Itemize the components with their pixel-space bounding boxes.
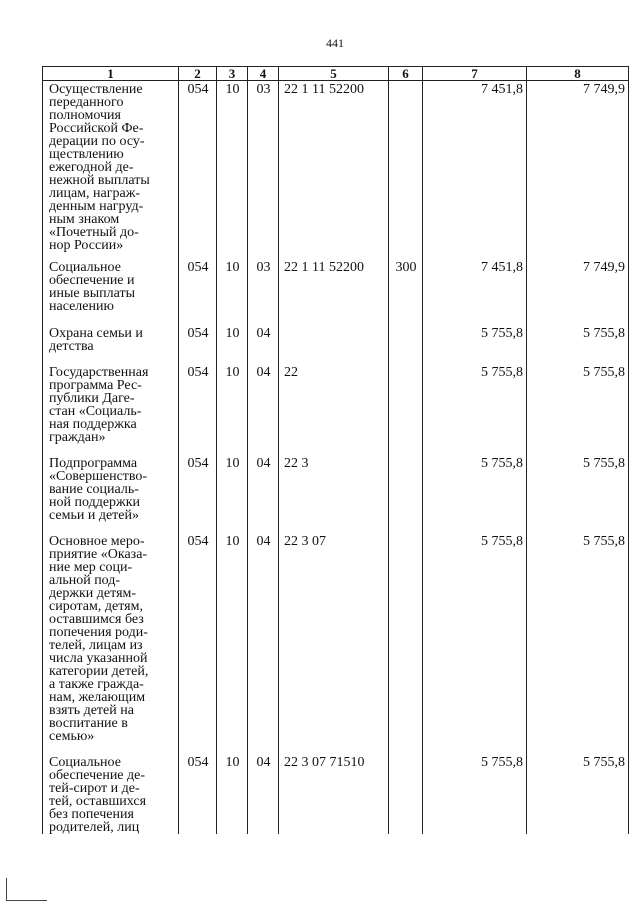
row-amount-col-8: 5 755,8 xyxy=(527,535,629,756)
row-ministry-code: 054 xyxy=(179,366,217,457)
row-section-code: 10 xyxy=(217,327,248,366)
row-subsection-code: 04 xyxy=(248,366,279,457)
row-expense-type xyxy=(389,535,423,756)
row-section-code: 10 xyxy=(217,261,248,327)
row-name: Охрана семьи и детства xyxy=(43,327,179,366)
row-amount-col-8: 7 749,9 xyxy=(527,261,629,327)
scan-corner-mark xyxy=(6,878,47,901)
row-target-code: 22 3 xyxy=(279,457,389,535)
header-col-6: 6 xyxy=(389,67,423,81)
header-col-7: 7 xyxy=(423,67,527,81)
row-target-code: 22 1 11 52200 xyxy=(279,81,389,262)
page-number: 441 xyxy=(326,36,344,50)
row-target-code: 22 3 07 xyxy=(279,535,389,756)
row-section-code: 10 xyxy=(217,457,248,535)
header-col-1: 1 xyxy=(43,67,179,81)
header-col-8: 8 xyxy=(527,67,629,81)
row-expense-type: 300 xyxy=(389,261,423,327)
row-target-code: 22 xyxy=(279,366,389,457)
row-subsection-code: 04 xyxy=(248,457,279,535)
row-target-code: 22 3 07 71510 xyxy=(279,756,389,834)
table-header xyxy=(43,67,629,81)
row-subsection-code: 03 xyxy=(248,81,279,262)
row-ministry-code: 054 xyxy=(179,535,217,756)
row-expense-type xyxy=(389,327,423,366)
row-ministry-code: 054 xyxy=(179,457,217,535)
table-row xyxy=(43,535,629,756)
row-subsection-code: 04 xyxy=(248,535,279,756)
row-name: Осуществление переданного полномочия Российской Фе- дерации по осу- ществлению ежегодной де- нежной выплаты лицам, награж- денным нагруд- ным знаком «Почетный до- нор России» xyxy=(43,81,179,262)
row-amount-col-7: 5 755,8 xyxy=(423,457,527,535)
row-amount-col-7: 7 451,8 xyxy=(423,81,527,262)
row-expense-type xyxy=(389,756,423,834)
row-ministry-code: 054 xyxy=(179,81,217,262)
row-amount-col-8: 5 755,8 xyxy=(527,327,629,366)
row-amount-col-7: 7 451,8 xyxy=(423,261,527,327)
row-amount-col-7: 5 755,8 xyxy=(423,535,527,756)
row-section-code: 10 xyxy=(217,81,248,262)
budget-table xyxy=(42,66,629,834)
row-amount-col-8: 7 749,9 xyxy=(527,81,629,262)
row-ministry-code: 054 xyxy=(179,261,217,327)
row-subsection-code: 04 xyxy=(248,756,279,834)
row-name: Основное меро- приятие «Оказа- ние мер соци- альной под- держки детям- сиротам, детям, оставшимся без попечения роди- телей, лицам из числа указанной категории детей, а также гражда- нам, желающим взять детей на воспитание в семью» xyxy=(43,535,179,756)
row-ministry-code: 054 xyxy=(179,327,217,366)
table-row xyxy=(43,756,629,834)
row-expense-type xyxy=(389,366,423,457)
table-row xyxy=(43,366,629,457)
row-target-code: 22 1 11 52200 xyxy=(279,261,389,327)
row-ministry-code: 054 xyxy=(179,756,217,834)
table-row xyxy=(43,81,629,262)
header-col-4: 4 xyxy=(248,67,279,81)
row-amount-col-8: 5 755,8 xyxy=(527,756,629,834)
row-section-code: 10 xyxy=(217,535,248,756)
row-amount-col-7: 5 755,8 xyxy=(423,327,527,366)
row-target-code xyxy=(279,327,389,366)
row-name: Государственная программа Рес- публики Даге- стан «Социаль- ная поддержка граждан» xyxy=(43,366,179,457)
row-section-code: 10 xyxy=(217,366,248,457)
table-row xyxy=(43,457,629,535)
row-name: Подпрограмма «Совершенство- вание социаль- ной поддержки семьи и детей» xyxy=(43,457,179,535)
header-col-5: 5 xyxy=(279,67,389,81)
row-name: Социальное обеспечение де- тей-сирот и де- тей, оставшихся без попечения родителей, лиц xyxy=(43,756,179,834)
row-subsection-code: 04 xyxy=(248,327,279,366)
row-expense-type xyxy=(389,81,423,262)
row-expense-type xyxy=(389,457,423,535)
header-col-3: 3 xyxy=(217,67,248,81)
table-row xyxy=(43,327,629,366)
row-section-code: 10 xyxy=(217,756,248,834)
row-amount-col-8: 5 755,8 xyxy=(527,366,629,457)
table-row xyxy=(43,261,629,327)
row-amount-col-7: 5 755,8 xyxy=(423,756,527,834)
header-col-2: 2 xyxy=(179,67,217,81)
row-amount-col-7: 5 755,8 xyxy=(423,366,527,457)
row-name: Социальное обеспечение и иные выплаты населению xyxy=(43,261,179,327)
row-amount-col-8: 5 755,8 xyxy=(527,457,629,535)
row-subsection-code: 03 xyxy=(248,261,279,327)
